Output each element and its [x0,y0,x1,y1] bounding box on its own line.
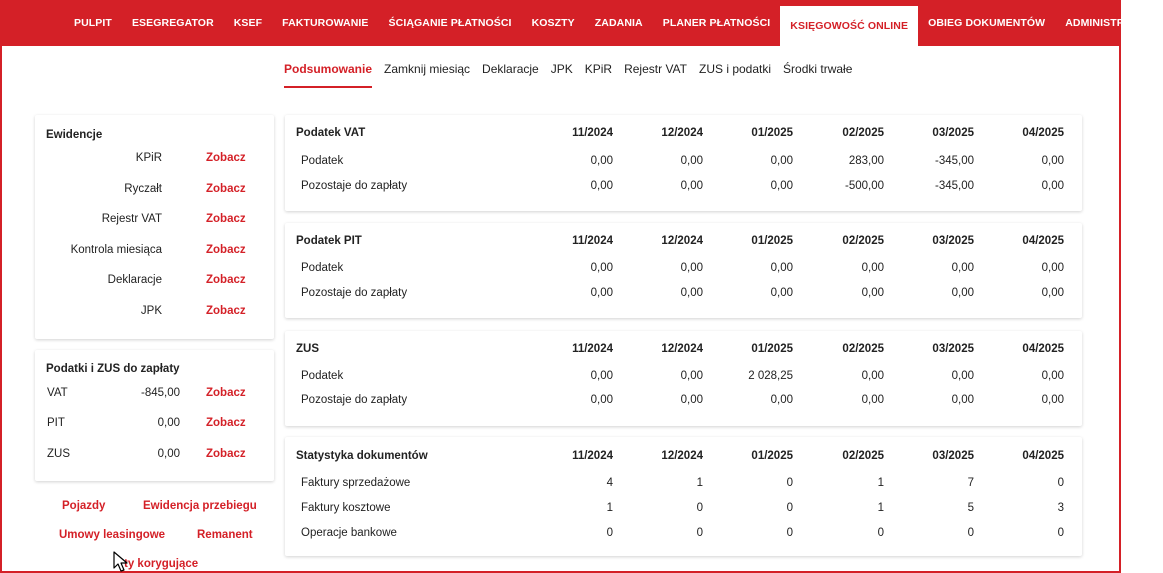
cell-value: 0,00 [590,394,613,406]
period-header: 02/2025 [842,343,884,355]
tax-name: VAT [47,387,68,399]
cell-value: 1 [696,477,703,489]
table-title: Statystyka dokumentów [296,450,428,462]
nav-item-zadania[interactable]: ZADANIA [594,17,643,29]
tax-row [35,387,274,407]
tab-deklaracje[interactable]: Deklaracje [482,62,539,76]
cell-value: 0,00 [680,394,703,406]
cell-value: 0 [786,527,793,539]
podatki-zus-card [35,350,274,481]
row-label: Podatek [301,155,344,167]
ewidencje-row-label: Rejestr VAT [101,213,162,225]
tax-value: 0,00 [157,448,180,460]
table-title: ZUS [296,343,319,355]
table-title: Podatek PIT [296,235,362,247]
cell-value: 0,00 [590,370,613,382]
period-header: 12/2024 [661,127,703,139]
ewidencja-przebiegu-link[interactable]: Ewidencja przebiegu [143,500,257,512]
period-header: 03/2025 [932,450,974,462]
cell-value: 0,00 [680,180,703,192]
row-label: Pozostaje do zapłaty [301,287,408,299]
period-header: 01/2025 [751,127,793,139]
row-label: Podatek [301,262,344,274]
period-header: 11/2024 [572,450,613,462]
ewidencje-row [35,213,274,233]
cell-value: -345,00 [934,180,974,192]
table-row [285,180,1082,198]
row-label: Podatek [301,370,344,382]
period-header: 02/2025 [842,127,884,139]
ewidencje-title: Ewidencje [46,129,103,141]
tax-value: 0,00 [157,417,180,429]
cell-value: 0,00 [770,394,793,406]
tab-podsumowanie[interactable]: Podsumowanie [284,58,372,88]
tax-name: ZUS [47,448,70,460]
cell-value: 0,00 [951,370,974,382]
cell-value: 0 [696,527,703,539]
tab-srodki-trwale[interactable]: Środki trwałe [783,62,853,76]
top-navigation [0,0,1154,46]
cell-value: 0,00 [590,155,613,167]
period-header: 03/2025 [932,127,974,139]
table-header [285,127,1082,145]
cell-value: 1 [877,477,884,489]
ewidencje-row-label: JPK [140,305,162,317]
cell-value: 0,00 [770,262,793,274]
table-header [285,343,1082,361]
table-row [285,502,1082,520]
row-label: Pozostaje do zapłaty [301,394,408,406]
podatki-zus-title: Podatki i ZUS do zapłaty [46,363,180,375]
cell-value: 0,00 [680,370,703,382]
row-label: Faktury sprzedażowe [301,477,411,489]
cell-value: -345,00 [934,155,974,167]
cell-value: 0,00 [590,262,613,274]
ewidencje-row [35,244,274,264]
ewidencje-row-label: Kontrola miesiąca [70,244,162,256]
nav-item-fakturowanie[interactable]: FAKTUROWANIE [282,17,369,29]
ewidencje-row [35,152,274,172]
table-header [285,235,1082,253]
cell-value: 0,00 [861,287,884,299]
table-row [285,262,1082,280]
cell-value: 1 [877,502,884,514]
ewidencje-row-label: Ryczałt [124,183,162,195]
cell-value: 1 [606,502,613,514]
cell-value: 0,00 [590,287,613,299]
ewidencje-row [35,183,274,203]
cell-value: 0,00 [680,262,703,274]
podatek-vat-card [285,115,1082,211]
cell-value: 0 [786,477,793,489]
period-header: 02/2025 [842,235,884,247]
zobacz-vat-link[interactable]: Zobacz [206,387,246,399]
tab-zus-i-podatki[interactable]: ZUS i podatki [699,62,772,76]
nav-item-administracja[interactable]: ADMINISTRACJA [1065,17,1154,29]
cell-value: 0,00 [770,180,793,192]
cell-value: 0,00 [1041,262,1064,274]
cell-value: -500,00 [844,180,884,192]
table-title: Podatek VAT [296,127,366,139]
tab-zamknij-miesiac[interactable]: Zamknij miesiąc [384,62,471,76]
nav-item-obieg-dokumentow[interactable]: OBIEG DOKUMENTÓW [928,17,1046,29]
cell-value: 0,00 [861,262,884,274]
cell-value: 0,00 [1041,394,1064,406]
cell-value: 0 [696,502,703,514]
period-header: 04/2025 [1022,127,1064,139]
period-header: 02/2025 [842,450,884,462]
period-header: 11/2024 [572,343,613,355]
tab-jpk[interactable]: JPK [550,62,573,76]
tab-rejestr-vat[interactable]: Rejestr VAT [624,62,687,76]
cell-value: 283,00 [848,155,884,167]
cell-value: 0 [1057,477,1064,489]
cell-value: 0,00 [951,262,974,274]
cell-value: 0 [786,502,793,514]
nav-item-pulpit[interactable]: PULPIT [74,17,112,29]
cell-value: 0,00 [951,287,974,299]
cell-value: 7 [967,477,974,489]
statystyka-dokumentow-card [285,437,1082,556]
cell-value: 0,00 [1041,155,1064,167]
period-header: 01/2025 [751,343,793,355]
table-row [285,287,1082,305]
row-label: Faktury kosztowe [301,502,391,514]
period-header: 12/2024 [661,343,703,355]
period-header: 04/2025 [1022,343,1064,355]
pojazdy-link[interactable]: Pojazdy [62,500,106,512]
cell-value: 0,00 [1041,180,1064,192]
cell-value: 0,00 [951,394,974,406]
table-row [285,155,1082,173]
period-header: 04/2025 [1022,235,1064,247]
period-header: 12/2024 [661,235,703,247]
period-header: 12/2024 [661,450,703,462]
cell-value: 0 [967,527,974,539]
dokumenty-korygujace-link[interactable]: ty korygujące [124,558,199,570]
cell-value: 0,00 [680,287,703,299]
table-row [285,527,1082,545]
umowy-leasingowe-link[interactable]: Umowy leasingowe [59,529,166,541]
mouse-cursor-icon [113,551,129,573]
zobacz-ryczalt-link[interactable]: Zobacz [206,183,246,195]
table-row [285,370,1082,388]
period-header: 03/2025 [932,343,974,355]
cell-value: 0,00 [861,370,884,382]
table-row [285,477,1082,495]
tax-row [35,448,274,468]
period-header: 11/2024 [572,235,613,247]
cell-value: 0,00 [680,155,703,167]
period-header: 01/2025 [751,235,793,247]
nav-item-ksiegowosc-online[interactable]: KSIĘGOWOŚĆ ONLINE [780,6,918,46]
cell-value: 0,00 [770,155,793,167]
ewidencje-row-label: Deklaracje [107,274,162,286]
zobacz-deklaracje-link[interactable]: Zobacz [206,274,246,286]
ewidencje-row [35,274,274,294]
nav-item-sciaganie-platnosci[interactable]: ŚCIĄGANIE PŁATNOŚCI [388,17,512,29]
cell-value: 0,00 [770,287,793,299]
row-label: Operacje bankowe [301,527,397,539]
table-header [285,450,1082,468]
cell-value: 0 [606,527,613,539]
cell-value: 4 [606,477,613,489]
period-header: 03/2025 [932,235,974,247]
ewidencje-row-label: KPiR [135,152,162,164]
podatek-pit-card [285,223,1082,318]
zobacz-rejestr-vat-link[interactable]: Zobacz [206,213,246,225]
zus-card [285,331,1082,426]
sub-tabs [284,58,864,88]
zobacz-kpir-link[interactable]: Zobacz [206,152,246,164]
zobacz-kontrola-miesiaca-link[interactable]: Zobacz [206,244,246,256]
cell-value: 2 028,25 [748,370,793,382]
cell-value: 3 [1057,502,1064,514]
tab-kpir[interactable]: KPiR [584,62,613,76]
cell-value: 0 [1057,527,1064,539]
cell-value: 0,00 [861,394,884,406]
zobacz-zus-link[interactable]: Zobacz [206,448,246,460]
nav-item-planer-platnosci[interactable]: PLANER PŁATNOŚCI [662,17,771,29]
nav-item-ksef[interactable]: KSEF [233,17,263,29]
cell-value: 0 [877,527,884,539]
table-row [285,394,1082,412]
cell-value: 5 [967,502,974,514]
row-label: Pozostaje do zapłaty [301,180,408,192]
nav-item-esegregator[interactable]: ESEGREGATOR [131,17,214,29]
period-header: 04/2025 [1022,450,1064,462]
period-header: 11/2024 [572,127,613,139]
cell-value: 0,00 [1041,287,1064,299]
zobacz-pit-link[interactable]: Zobacz [206,417,246,429]
period-header: 01/2025 [751,450,793,462]
tax-row [35,417,274,437]
ewidencje-card [35,115,274,339]
remanent-link[interactable]: Remanent [197,529,253,541]
zobacz-jpk-link[interactable]: Zobacz [206,305,246,317]
tax-value: -845,00 [140,387,180,399]
ewidencje-row [35,305,274,325]
nav-item-koszty[interactable]: KOSZTY [531,17,575,29]
cell-value: 0,00 [590,180,613,192]
tax-name: PIT [47,417,65,429]
cell-value: 0,00 [1041,370,1064,382]
